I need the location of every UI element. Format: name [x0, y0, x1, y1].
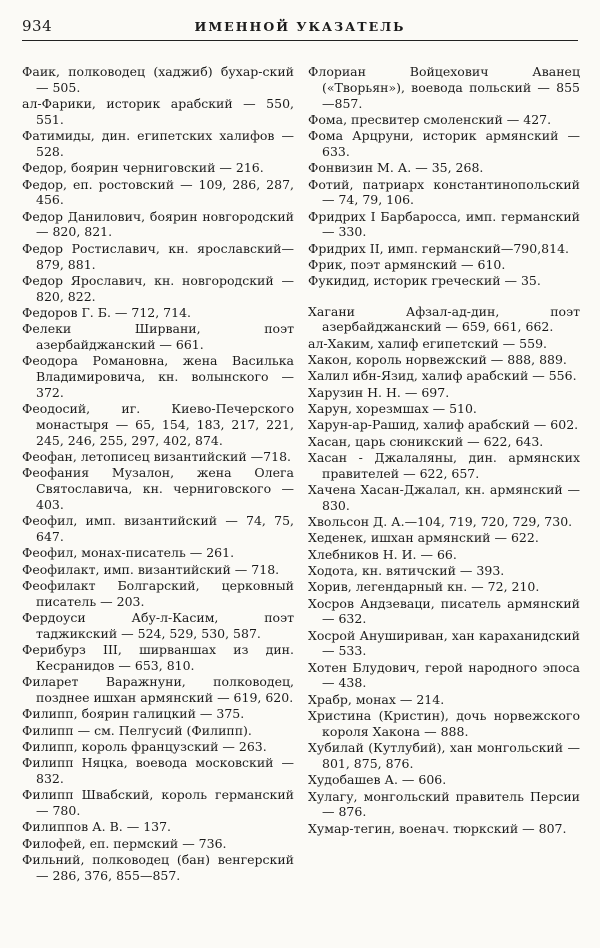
index-entry: Хагани Афзал-ад-дин, поэт азербайджанский — 659, 661, 662.	[308, 303, 580, 335]
index-entry: Филарет Варажнуни, полководец, позднее ишхан армянский — 619, 620.	[22, 674, 294, 706]
index-entry: Хосров Андзеваци, писатель армянский — 632.	[308, 595, 580, 627]
index-entry: Фома, пресвитер смоленский — 427.	[308, 111, 552, 127]
index-entry: Феодосий, иг. Киево-Печерского монастыря — 65, 154, 183, 217, 221, 245, 246, 255, 297, 402, 874.	[22, 401, 294, 448]
index-entry: Ферибурз III, ширваншах из дин. Кесранидов — 653, 810.	[22, 642, 294, 673]
index-entry: Худобашев А. — 606.	[308, 772, 447, 788]
index-entry: Филипп Няцка, воевода московский — 832.	[22, 755, 294, 787]
index-entry: Федоров Г. Б. — 712, 714.	[22, 304, 192, 320]
index-entry: Федор Ростиславич, кн. ярославский— 879, 881.	[22, 240, 294, 272]
index-entry: Флориан Войцехович Аванец («Творьян»), воевода польский — 855—857.	[308, 64, 580, 111]
index-entry: Филипп, король французский — 263.	[22, 738, 267, 754]
index-entry: Храбр, монах — 214.	[308, 691, 445, 707]
index-entry: Фотий, патриарх константинопольский — 74, 79, 106.	[308, 176, 580, 208]
index-entry: Феофил, монах-писатель — 261.	[22, 545, 235, 561]
index-entry: Фрик, поэт армянский — 610.	[308, 257, 506, 273]
index-entry: Феодора Романовна, жена Василька Владимировича, кн. волынского — 372.	[22, 353, 294, 400]
index-entry: Феофания Музалон, жена Олега Святославича, кн. черниговского — 403.	[22, 465, 294, 513]
index-entry: Хорив, легендарный кн. — 72, 210.	[308, 579, 540, 595]
index-entry: Фридрих II, имп. германский—790,814.	[308, 240, 570, 256]
index-entry: Харун, хорезмшах — 510.	[308, 400, 477, 416]
index-entry: Федор, боярин черниговский — 216.	[22, 160, 264, 176]
index-entry: Хумар-тегин, военач. тюркский — 807.	[308, 820, 567, 836]
index-entry: Фонвизин М. А. — 35, 268.	[308, 160, 484, 176]
index-entry: Хачена Хасан-Джалал, кн. армянский — 830.	[308, 481, 580, 513]
index-column-left	[22, 64, 294, 884]
index-entry: Филофей, еп. пермский — 736.	[22, 835, 227, 851]
index-entry: Хасан - Джалаляны, дин. армянских правителей — 622, 657.	[308, 449, 580, 481]
index-entry: Филипп, боярин галицкий — 375.	[22, 706, 245, 722]
index-entry: Фильний, полководец (бан) венгерский — 286, 376, 855—857.	[22, 852, 294, 883]
index-entry: Хубилай (Кутлубий), хан монгольский — 801, 875, 876.	[308, 740, 580, 771]
index-entry: Феофан, летописец византийский —718.	[22, 449, 291, 465]
index-entry: Феофил, имп. византийский — 74, 75, 647.	[22, 513, 294, 545]
index-entry: Фердоуси Абу-л-Касим, поэт таджикский — 524, 529, 530, 587.	[22, 610, 294, 641]
index-entry: Халил ибн-Язид, халиф арабский — 556.	[308, 368, 577, 384]
index-entry: Хвольсон Д. А.—104, 719, 720, 729, 730.	[308, 514, 573, 530]
index-entry: Филипп — см. Пелгусий (Филипп).	[22, 722, 252, 738]
index-entry: Филиппов А. В. — 137.	[22, 819, 172, 835]
index-entry: Христина (Кристин), дочь норвежского короля Хакона — 888.	[308, 708, 580, 739]
page-number: 934	[22, 17, 53, 35]
index-entry: Феофилакт, имп. византийский — 718.	[22, 561, 280, 577]
group-separator	[308, 290, 580, 304]
index-group-f	[308, 64, 580, 289]
running-title: ИМЕННОЙ УКАЗАТЕЛЬ	[194, 19, 406, 34]
index-entry: Ходота, кн. вятичский — 393.	[308, 562, 505, 578]
index-entry: Федор, еп. ростовский — 109, 286, 287, 456.	[22, 176, 294, 208]
index-column-right	[308, 64, 580, 837]
index-entry: Фаик, полководец (хаджиб) бухар-ский — 505.	[22, 64, 294, 95]
index-entry: Хлебников Н. И. — 66.	[308, 546, 457, 562]
index-entry: Хотен Блудович, герой народного эпоса — 438.	[308, 659, 580, 691]
index-entry: Харун-ар-Рашид, халиф арабский — 602.	[308, 417, 579, 433]
index-entry: Хакон, король норвежский — 888, 889.	[308, 352, 567, 368]
index-entry: ал-Хаким, халиф египетский — 559.	[308, 335, 547, 351]
index-entry: Хосрой Анушириван, хан караханидский — 533.	[308, 627, 580, 659]
index-entry: Фридрих I Барбаросса, имп. германский — 330.	[308, 208, 580, 240]
index-entry: Федор Ярославич, кн. новгородский — 820, 822.	[22, 272, 294, 304]
index-entry: Федор Данилович, боярин новгородский — 820, 821.	[22, 208, 294, 240]
index-entry: Филипп Швабский, король германский— 780.	[22, 787, 294, 819]
index-entry: Фатимиды, дин. египетских халифов — 528.	[22, 128, 294, 159]
index-entry: Феофилакт Болгарский, церковный писатель — 203.	[22, 578, 294, 609]
index-entry: ал-Фарики, историк арабский — 550, 551.	[22, 96, 294, 127]
index-entry: Хеденек, ишхан армянский — 622.	[308, 530, 539, 546]
index-entry: Харузин Н. Н. — 697.	[308, 384, 450, 400]
index-entry: Хулагу, монгольский правитель Персии — 876.	[308, 788, 580, 820]
index-entry: Фома Арцруни, историк армянский — 633.	[308, 128, 580, 159]
index-entry: Фукидид, историк греческий — 35.	[308, 273, 541, 289]
page-header	[22, 14, 578, 41]
index-entry: Фелеки Ширвани, поэт азербайджанский — 661.	[22, 321, 294, 353]
index-entry: Хасан, царь сюникский — 622, 643.	[308, 433, 544, 449]
index-group-kh	[308, 304, 580, 837]
